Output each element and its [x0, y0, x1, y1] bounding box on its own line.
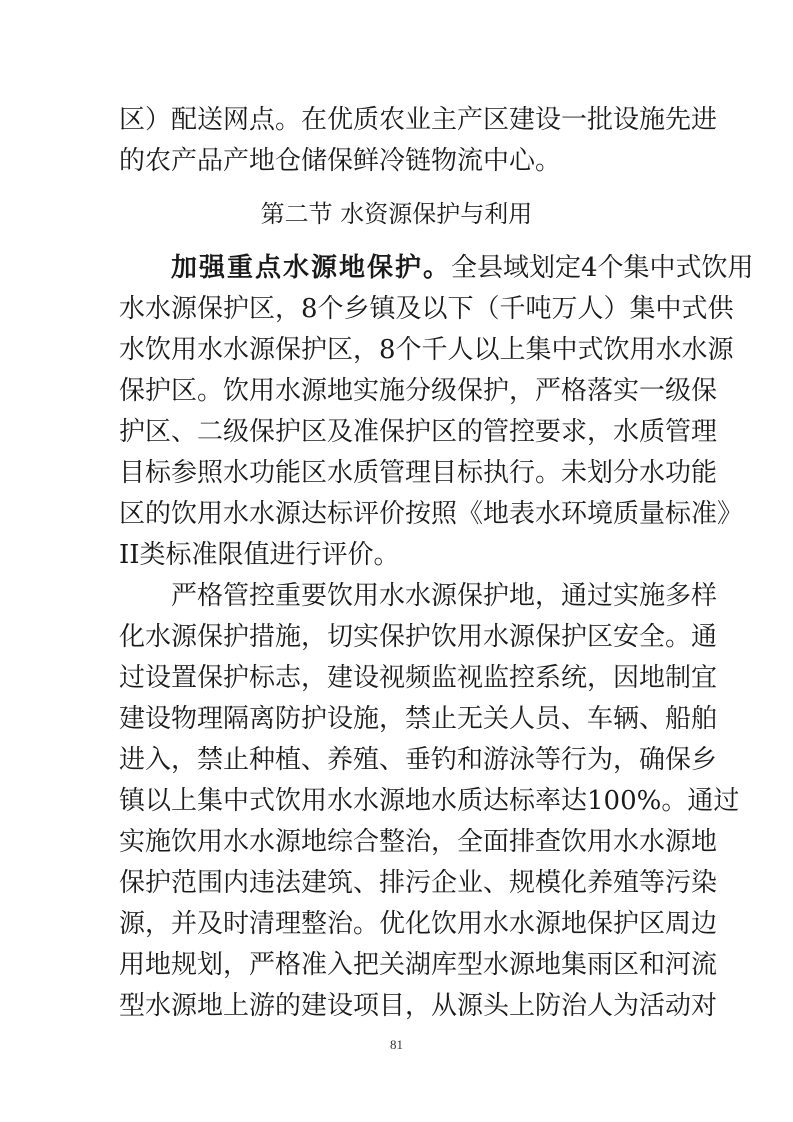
text-line: 区的饮用水水源达标评价按照《地表水环境质量标准》 — [119, 499, 744, 529]
text-line: 保护区。饮用水源地实施分级保护，严格落实一级保 — [119, 376, 718, 406]
text-line: 保护范围内违法建筑、排污企业、规模化养殖等污染 — [119, 868, 718, 898]
text-line: 区）配送网点。在优质农业主产区建设一批设施先进 — [119, 105, 718, 135]
text-line: 化水源保护措施，切实保护饮用水源保护区安全。通 — [119, 622, 718, 652]
text-line: 镇以上集中式饮用水水源地水质达标率达100%。通过 — [119, 786, 740, 816]
text-line: 的农产品产地仓储保鲜冷链物流中心。 — [119, 146, 562, 176]
text-line: 用地规划，严格准入把关湖库型水源地集雨区和河流 — [119, 950, 718, 980]
text-line: 护区、二级保护区及准保护区的管控要求，水质管理 — [119, 417, 718, 447]
text-line: 型水源地上游的建设项目，从源头上防治人为活动对 — [119, 991, 718, 1021]
text-line: 水饮用水水源保护区，8个千人以上集中式饮用水水源 — [119, 335, 734, 365]
page-number: 81 — [390, 1037, 403, 1052]
text-line: 过设置保护标志，建设视频监视监控系统，因地制宜 — [119, 663, 718, 693]
section-heading: 第二节 水资源保护与利用 — [260, 200, 533, 228]
paragraph-lead: 加强重点水源地保护。 — [171, 253, 452, 283]
text-line: 建设物理隔离防护设施，禁止无关人员、车辆、船舶 — [119, 704, 718, 734]
paragraph-text: 全县域划定4个集中式饮用 — [451, 253, 754, 283]
text-line: 水水源保护区，8个乡镇及以下（千吨万人）集中式供 — [119, 294, 734, 324]
paragraph-first-line — [171, 248, 754, 288]
text-line: 实施饮用水水源地综合整治，全面排查饮用水水源地 — [119, 827, 718, 857]
text-line: II类标准限值进行评价。 — [119, 540, 400, 570]
text-line: 源，并及时清理整治。优化饮用水水源地保护区周边 — [119, 909, 718, 939]
paragraph-first-line: 严格管控重要饮用水水源保护地，通过实施多样 — [171, 581, 718, 611]
text-line: 进入，禁止种植、养殖、垂钓和游泳等行为，确保乡 — [119, 745, 718, 775]
text-line: 目标参照水功能区水质管理目标执行。未划分水功能 — [119, 458, 718, 488]
